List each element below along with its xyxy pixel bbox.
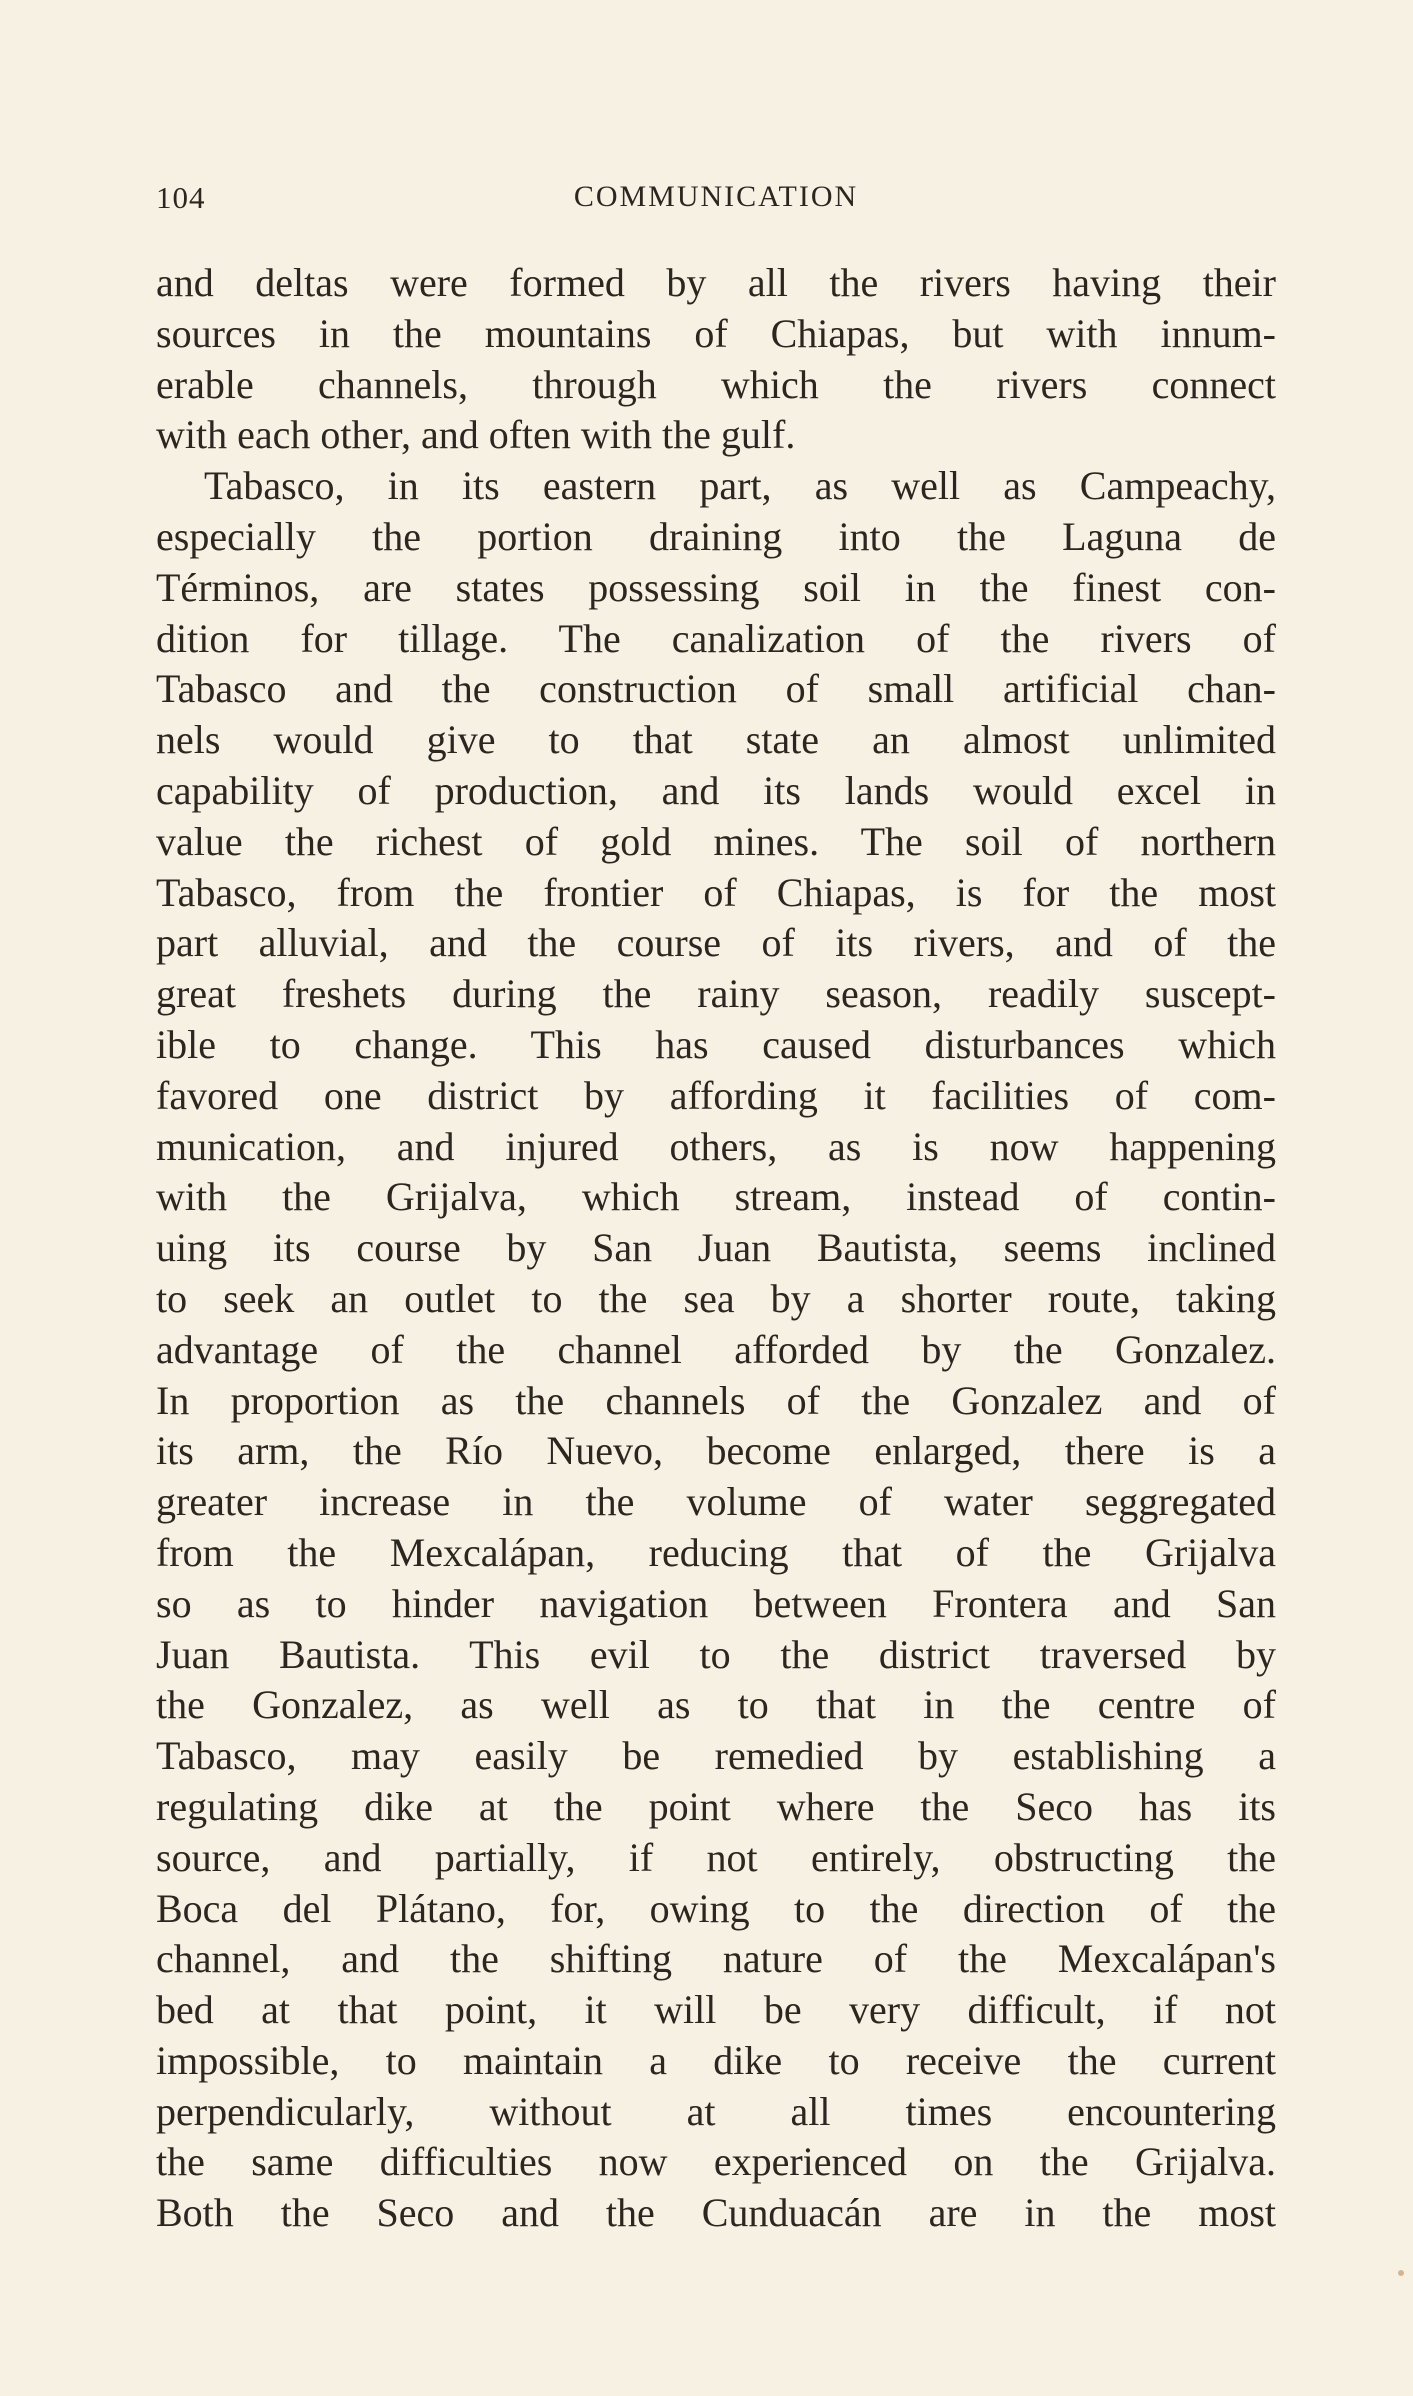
- text-line: perpendicularly, without at all times encountering: [156, 2088, 1276, 2134]
- running-head: [156, 180, 1276, 230]
- text-line: its arm, the Río Nuevo, become enlarged, there is a: [156, 1428, 1276, 1474]
- text-line: greater increase in the volume of water seggregated: [156, 1479, 1276, 1525]
- paper-speck: [1398, 2270, 1404, 2276]
- text-line: uing its course by San Juan Bautista, seems inclined: [156, 1225, 1276, 1271]
- text-line: with the Grijalva, which stream, instead of contin-: [156, 1174, 1276, 1220]
- text-line: favored one district by affording it facilities of com-: [156, 1072, 1276, 1118]
- running-title: COMMUNICATION: [573, 180, 859, 213]
- text-line: the Gonzalez, as well as to that in the centre of: [156, 1682, 1276, 1728]
- page-number: 104: [156, 180, 206, 215]
- text-line: nels would give to that state an almost unlimited: [156, 717, 1276, 763]
- body-text: [156, 258, 1276, 2239]
- text-line: Both the Seco and the Cunduacán are in the most: [156, 2190, 1276, 2236]
- text-line: erable channels, through which the rivers connect: [156, 361, 1276, 407]
- text-line: value the richest of gold mines. The soil of northern: [156, 818, 1276, 864]
- text-line: regulating dike at the point where the Seco has its: [156, 1783, 1276, 1829]
- text-line: and deltas were formed by all the rivers having their: [156, 260, 1276, 305]
- text-line: impossible, to maintain a dike to receive the current: [156, 2037, 1276, 2083]
- text-line: ible to change. This has caused disturbances which: [156, 1021, 1276, 1067]
- text-line: capability of production, and its lands would excel in: [156, 767, 1276, 813]
- text-line: Tabasco, in its eastern part, as well as Campeachy,: [204, 463, 1276, 509]
- text-line: dition for tillage. The canalization of the rivers of: [156, 615, 1276, 661]
- text-line: Tabasco, may easily be remedied by establishing a: [156, 1733, 1276, 1779]
- text-line: so as to hinder navigation between Frontera and San: [156, 1580, 1276, 1626]
- text-line: with each other, and often with the gulf.: [156, 412, 796, 458]
- text-line: part alluvial, and the course of its rivers, and of the: [156, 920, 1276, 966]
- text-line: sources in the mountains of Chiapas, but with innum-: [156, 310, 1276, 356]
- text-line: to seek an outlet to the sea by a shorter route, taking: [156, 1275, 1276, 1321]
- text-line: Juan Bautista. This evil to the district traversed by: [156, 1631, 1276, 1677]
- paragraph: [156, 258, 1276, 461]
- text-line: channel, and the shifting nature of the Mexcalápan's: [156, 1936, 1276, 1982]
- text-line: Términos, are states possessing soil in the finest con-: [156, 564, 1276, 610]
- paragraph: [156, 461, 1276, 2239]
- text-line: Boca del Plátano, for, owing to the direction of the: [156, 1885, 1276, 1931]
- text-line: bed at that point, it will be very difficult, if not: [156, 1987, 1276, 2033]
- text-line: Tabasco, from the frontier of Chiapas, is for the most: [156, 869, 1276, 915]
- text-line: especially the portion draining into the Laguna de: [156, 513, 1276, 559]
- text-line: from the Mexcalápan, reducing that of the Grijalva: [156, 1529, 1276, 1575]
- text-line: the same difficulties now experienced on the Grijalva.: [156, 2139, 1276, 2185]
- text-line: Tabasco and the construction of small artificial chan-: [156, 666, 1276, 712]
- text-line: munication, and injured others, as is now happening: [156, 1123, 1276, 1169]
- text-line: great freshets during the rainy season, readily suscept-: [156, 971, 1276, 1017]
- text-line: In proportion as the channels of the Gonzalez and of: [156, 1377, 1276, 1423]
- text-line: advantage of the channel afforded by the Gonzalez.: [156, 1326, 1276, 1372]
- text-line: source, and partially, if not entirely, obstructing the: [156, 1834, 1276, 1880]
